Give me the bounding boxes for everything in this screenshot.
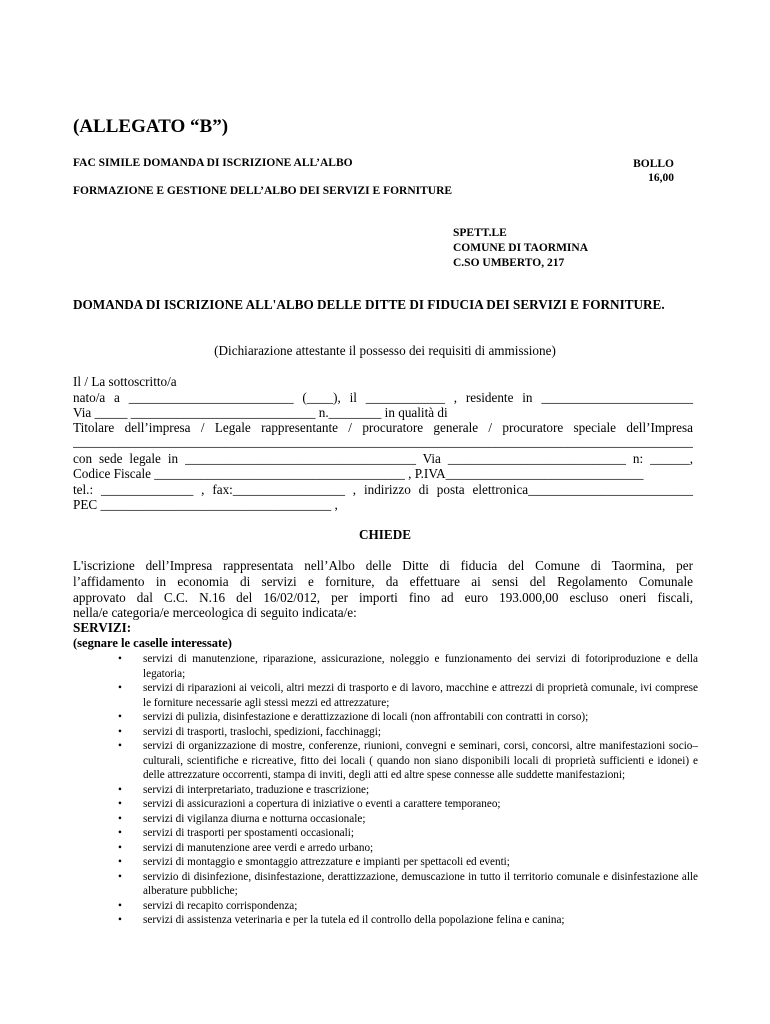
recipient-line: C.SO UMBERTO, 217 <box>453 257 565 269</box>
servizi-item-text: servizi di manutenzione aree verdi e arredo urbano; <box>143 841 374 854</box>
form-line: nato/a a _________________________ (____), il ____________ , residente in _______________________ <box>73 390 693 405</box>
recipient-line: COMUNE DI TAORMINA <box>453 242 589 254</box>
servizi-item <box>118 652 698 681</box>
bullet-icon: • <box>118 783 122 796</box>
bollo-value: 16,00 <box>648 172 674 184</box>
servizi-item <box>118 899 698 914</box>
bullet-icon: • <box>118 798 122 810</box>
form-line: PEC ___________________________________ , <box>73 497 338 512</box>
servizi-item-text: servizi di recapito corrispondenza; <box>143 899 298 912</box>
servizi-item-text: servizi di assistenza veterinaria e per la tutela ed il controllo della popolazione felina e canina; <box>143 914 565 926</box>
recipient-line: SPETT.LE <box>453 227 507 239</box>
body-line: l’affidamento in economia di servizi e forniture, da effettuare ai sensi del Regolamento Comunale <box>73 574 693 589</box>
bullet-icon: • <box>118 827 122 839</box>
servizi-item <box>118 855 698 870</box>
body-line: approvato dal C.C. N.16 del 16/02/012, per importi fino ad euro 193.000,00 escluso oneri fiscali, <box>73 590 693 605</box>
chiede-heading: CHIEDE <box>358 527 412 542</box>
servizi-item <box>118 913 698 928</box>
bullet-icon: • <box>118 740 122 752</box>
document-heading: DOMANDA DI ISCRIZIONE ALL'ALBO DELLE DITTE DI FIDUCIA DEI SERVIZI E FORNITURE. <box>73 297 665 312</box>
servizi-item <box>118 797 698 812</box>
servizi-item <box>118 812 698 827</box>
formazione-line: FORMAZIONE E GESTIONE DELL’ALBO DEI SERVIZI E FORNITURE <box>73 185 453 197</box>
bullet-icon: • <box>118 870 122 883</box>
bullet-icon: • <box>118 841 122 854</box>
bullet-icon: • <box>118 653 122 665</box>
recipient-block <box>453 226 588 271</box>
bollo-label: BOLLO <box>633 158 674 170</box>
servizi-item-text: servizio di disinfezione, disinfestazione, derattizzazione, demuscazione in tutto il territorio comunale e disinfestazione alle alberature pubbliche; <box>143 870 698 897</box>
body-line: nella/e categoria/e merceologica di seguito indicata/e: <box>73 605 357 620</box>
bullet-icon: • <box>118 682 122 694</box>
form-line: Via _____ ____________________________ n.________ in qualità di <box>73 405 448 420</box>
segnare-instruction: (segnare le caselle interessate) <box>73 636 232 650</box>
document-subtitle: (Dichiarazione attestante il possesso dei requisiti di ammissione) <box>214 343 556 358</box>
fac-simile-line: FAC SIMILE DOMANDA DI ISCRIZIONE ALL’ALBO <box>73 157 353 169</box>
servizi-item-text: servizi di montaggio e smontaggio attrezzature e impianti per spettacoli ed eventi; <box>143 856 510 868</box>
bullet-icon: • <box>118 812 122 825</box>
body-line: L'iscrizione dell’Impresa rappresentata nell’Albo delle Ditte di fiducia del Comune di Taormina, per <box>73 558 693 573</box>
servizi-item <box>118 725 698 740</box>
servizi-item-text: servizi di vigilanza diurna e notturna occasionale; <box>143 812 366 825</box>
servizi-item <box>118 739 698 783</box>
servizi-item-text: servizi di riparazioni ai veicoli, altri mezzi di trasporto e di lavoro, macchine e attrezzi di proprietà comunale, ivi comprese le forniture necessarie agli stessi mezzi ed attrezzature; <box>143 682 698 709</box>
bullet-icon: • <box>118 711 122 723</box>
servizi-item <box>118 870 698 899</box>
servizi-item-text: servizi di trasporti per spostamenti occasionali; <box>143 827 354 839</box>
servizi-item-text: servizi di pulizia, disinfestazione e derattizzazione di locali (non affrontabili con contratti in corso); <box>143 711 589 723</box>
servizi-item-text: servizi di interpretariato, traduzione e trascrizione; <box>143 783 370 796</box>
document-title: (ALLEGATO “B”) <box>73 116 229 137</box>
servizi-item-text: servizi di organizzazione di mostre, conferenze, riunioni, convegni e seminari, corsi, concorsi, altre manifestazioni socio–culturali, scientifiche e ricreative, fitto dei locali ( quando non siano disponibili locali di proprietà sufficienti e idonei) e delle attrezzature occorrenti, stampa di inviti, degli atti ed altre spese connesse alle suddette manifestazioni; <box>143 740 698 781</box>
form-line: ______________________________________________________________________________________________ <box>73 434 693 449</box>
servizi-item-text: servizi di trasporti, traslochi, spedizioni, facchinaggi; <box>143 725 381 738</box>
servizi-label: SERVIZI: <box>73 620 132 635</box>
bullet-icon: • <box>118 914 122 926</box>
bullet-icon: • <box>118 725 122 738</box>
servizi-item-text: servizi di assicurazioni a copertura di iniziative o eventi a carattere temporaneo; <box>143 798 501 810</box>
form-line: Titolare dell’impresa / Legale rappresentante / procuratore generale / procuratore speciale dell’Impresa <box>73 420 693 435</box>
form-line: Codice Fiscale ______________________________________ , P.IVA______________________________ <box>73 466 644 481</box>
bullet-icon: • <box>118 899 122 912</box>
servizi-list <box>118 652 698 928</box>
bullet-icon: • <box>118 856 122 868</box>
servizi-item-text: servizi di manutenzione, riparazione, assicurazione, noleggio e funzionamento dei servizi di fotoriproduzione e della legatoria; <box>143 653 698 680</box>
form-line: con sede legale in ___________________________________ Via ___________________________ n: ______, <box>73 451 693 466</box>
servizi-item <box>118 710 698 725</box>
form-line: Il / La sottoscritto/a <box>73 374 177 389</box>
servizi-item <box>118 841 698 856</box>
bollo-stamp <box>624 157 674 185</box>
form-line: tel.: ______________ , fax:_________________ , indirizzo di posta elettronica_________________________ <box>73 482 693 497</box>
servizi-item <box>118 681 698 710</box>
servizi-item <box>118 826 698 841</box>
servizi-item <box>118 783 698 798</box>
